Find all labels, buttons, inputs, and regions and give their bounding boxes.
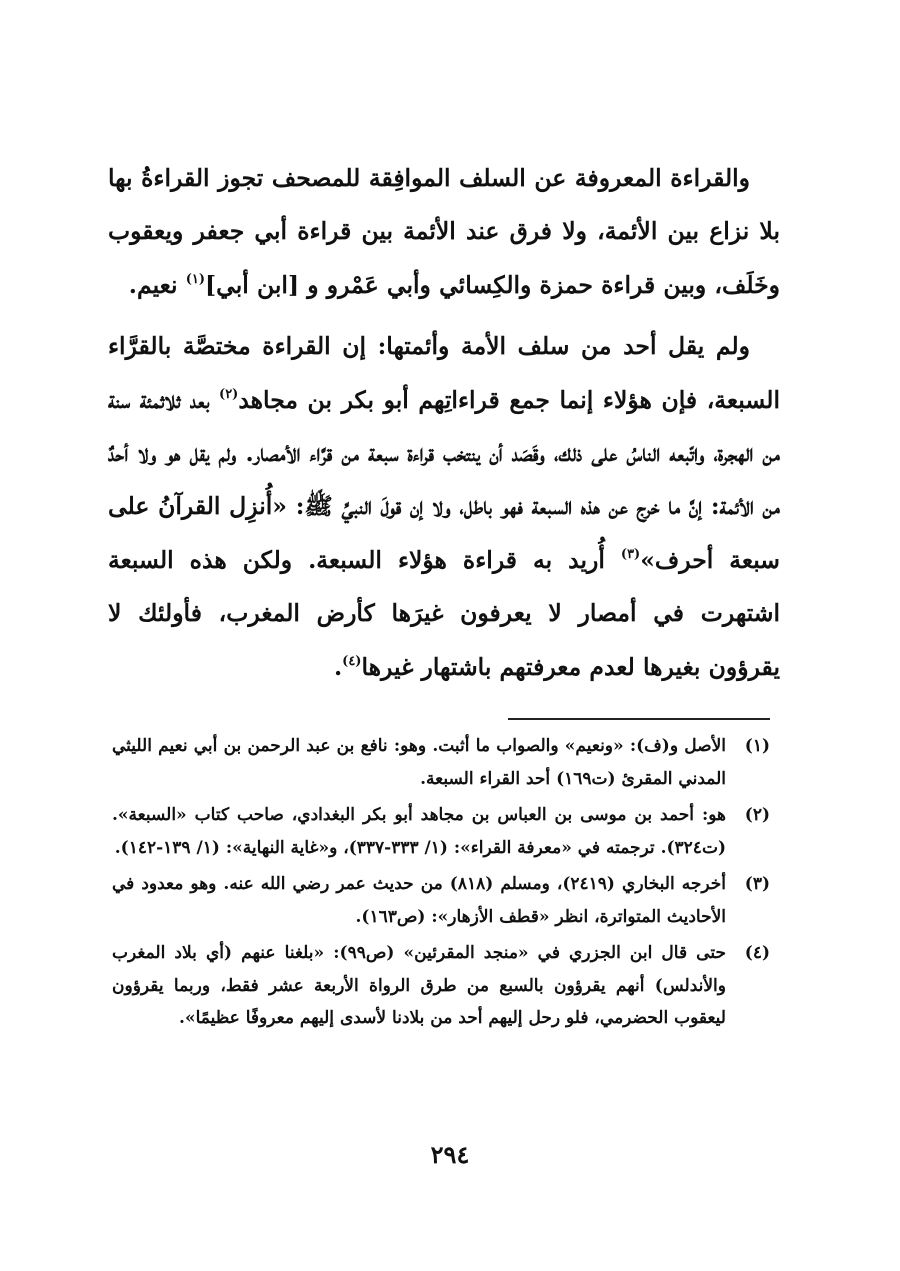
footnote-4 xyxy=(112,937,770,1035)
footnote-ref-1[interactable]: (١) xyxy=(185,271,206,287)
hadith-quote: «أُنزِل القرآنُ على سبعة أحرف» xyxy=(108,492,780,574)
footnote-2 xyxy=(112,799,770,864)
paragraph-1-text: والقراءة المعروفة عن السلف الموافِقة للمصحف تجوز القراءةُ بها بلا نزاع بين الأئمة، ولا فرق عند الأئمة بين قراءة أبي جعفر ويعقوب وخَلَف، وبين قراءة حمزة والكِسائي وأبي عَمْرو و [ابن أبي] xyxy=(108,164,780,299)
footnote-ref-3[interactable]: (٣) xyxy=(620,546,641,562)
paragraph-2 xyxy=(108,320,780,694)
footnote-1 xyxy=(112,730,770,795)
footnote-number: (١) xyxy=(744,736,770,756)
paragraph-2-text-c: أُريد به قراءة هؤلاء السبعة. ولكن هذه السبعة اشتهرت في أمصار لا يعرفون غيرَها كأرض المغرب، فأولئك لا يقرؤون بغيرها لعدم معرفتهم باشتهار غيرها xyxy=(108,545,780,681)
footnote-3 xyxy=(112,868,770,933)
paragraph-1 xyxy=(108,152,780,312)
footnote-text: حتى قال ابن الجزري في «منجد المقرئين» (ص٩٩): «بلغنا عنهم (أي بلاد المغرب والأندلس) أنهم يقرؤون بالسبع من طرق الرواة الأربعة عشر فقط، وربما يقرؤون ليعقوب الحضرمي، فلو رحل إليهم أحد من بلادنا لأسدى إليهم معروفًا عظيمًا». xyxy=(112,943,726,1028)
paragraph-1-end: نعيم. xyxy=(128,270,186,299)
page-number: ٢٩٤ xyxy=(430,1140,470,1169)
footnote-text: أخرجه البخاري (٢٤١٩)، ومسلم (٨١٨) من حديث عمر رضي الله عنه. وهو معدود في الأحاديث المتواترة، انظر «قطف الأزهار»: (ص١٦٣). xyxy=(112,874,726,927)
main-text xyxy=(108,152,780,694)
paragraph-2-text-b: بعد ثلاثمئة سنة من الهجرة، واتّبعه الناسُ على ذلك، وقَصَد أن ينتخب قراءة سبعة من قرَّاء الأمصار. ولم يقل هو ولا أحدٌ من الأئمة: إنَّ ما خرج عن هذه السبعة فهو باطل، ولا إن قولَ النبيِّ ﷺ: xyxy=(108,385,780,521)
footnote-separator xyxy=(508,718,770,720)
footnote-text: هو: أحمد بن موسى بن العباس بن مجاهد أبو بكر البغدادي، صاحب كتاب «السبعة». (ت٣٢٤). ترجمته في «معرفة القراء»: (١/ ٣٣٣-٣٣٧)، و«غاية النهاية»: (١/ ١٣٩-١٤٢). xyxy=(112,805,726,858)
footnote-number: (٢) xyxy=(744,805,770,825)
footnote-ref-4[interactable]: (٤) xyxy=(342,653,362,669)
footnote-number: (٤) xyxy=(744,943,770,963)
paragraph-2-end: . xyxy=(333,652,343,681)
footnotes xyxy=(112,730,770,1039)
footnote-number: (٣) xyxy=(744,874,770,894)
footnote-text: الأصل و(ف): «ونعيم» والصواب ما أثبت. وهو: نافع بن عبد الرحمن بن أبي نعيم الليثي المدني المقرئ (ت١٦٩) أحد القراء السبعة. xyxy=(112,736,726,789)
paragraph-2-text-a: ولم يقل أحد من سلف الأمة وأئمتها: إن القراءة مختصَّة بالقرَّاء السبعة، فإن هؤلاء إنما جمع قراءاتِهم أبو بكر بن مجاهد xyxy=(108,332,780,414)
footnote-ref-2[interactable]: (٢) xyxy=(219,386,239,402)
